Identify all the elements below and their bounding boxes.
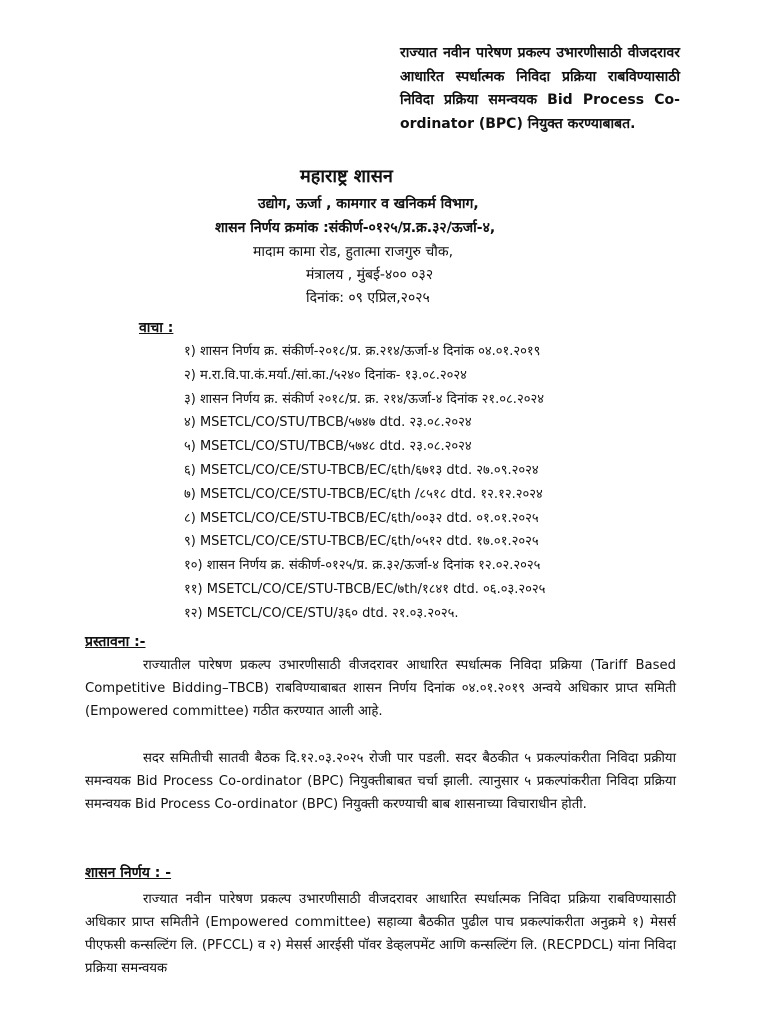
reference-item: ३) शासन निर्णय क्र. संकीर्ण २०१८/प्र. क्र. २१४/ऊर्जा-४ दिनांक २१.०८.२०२४ bbox=[184, 391, 544, 407]
reference-item: ४) MSETCL/CO/STU/TBCB/५७४७ dtd. २३.०८.२०२४ bbox=[184, 415, 472, 431]
gr-number: शासन निर्णय क्रमांक :संकीर्ण-०१२५/प्र.क्र.३२/ऊर्जा-४, bbox=[215, 220, 496, 236]
preamble-paragraph-1: राज्यातील पारेषण प्रकल्प उभारणीसाठी वीजदरावर आधारित स्पर्धात्मक निविदा प्रक्रिया (Tariff Based Competitive Bidding–TBCB) राबविण्याबाबत शासन निर्णय दिनांक ०४.०१.२०१९ अन्वये अधिकार प्राप्त समिती (Empowered committee) गठीत करण्यात आली आहे. bbox=[85, 658, 676, 719]
subject-block: राज्यात नवीन पारेषण प्रकल्प उभारणीसाठी वीजदरावर आधारित स्पर्धात्मक निविदा प्रक्रिया राबविण्यासाठी निविदा प्रक्रिया समन्वयक Bid Process Co-ordinator (BPC) नियुक्त करण्याबाबत. bbox=[400, 45, 680, 132]
preamble-heading: प्रस्तावना :- bbox=[85, 634, 146, 650]
reference-item: १२) MSETCL/CO/CE/STU/३६० dtd. २१.०३.२०२५. bbox=[184, 605, 459, 621]
reference-item: ८) MSETCL/CO/CE/STU-TBCB/EC/६th/००३२ dtd. ०१.०१.२०२५ bbox=[184, 510, 539, 526]
gr-date: दिनांक: ०९ एप्रिल,२०२५ bbox=[306, 290, 430, 306]
reference-item: ११) MSETCL/CO/CE/STU-TBCB/EC/७th/१८४१ dtd. ०६.०३.२०२५ bbox=[184, 581, 546, 597]
department-name: उद्योग, ऊर्जा , कामगार व खनिकर्म विभाग, bbox=[258, 196, 479, 212]
reference-item: ९) MSETCL/CO/CE/STU-TBCB/EC/६th/०५१२ dtd. १७.०१.२०२५ bbox=[184, 534, 539, 550]
decision-paragraph: राज्यात नवीन पारेषण प्रकल्प उभारणीसाठी वीजदरावर आधारित स्पर्धात्मक निविदा प्रक्रिया राबविण्यासाठी अधिकार प्राप्त समितीने (Empowered committee) सहाव्या बैठकीत पुढील पाच प्रकल्पांकरीता अनुक्रमे १) मेसर्स पीएफसी कन्सल्टिंग लि. (PFCCL) व २) मेसर्स आरईसी पॉवर डेव्हलपमेंट आणि कन्सल्टिंग लि. (RECPDCL) यांना निविदा प्रक्रिया समन्वयक bbox=[85, 892, 676, 976]
mantralay-line: मंत्रालय , मुंबई-४०० ०३२ bbox=[306, 267, 434, 283]
reference-item: ७) MSETCL/CO/CE/STU-TBCB/EC/६th /८५१८ dtd. १२.१२.२०२४ bbox=[184, 486, 543, 502]
preamble-paragraph-2: सदर समितीची सातवी बैठक दि.१२.०३.२०२५ रोजी पार पडली. सदर बैठकीत ५ प्रकल्पांकरीता निविदा प्रक्रीया समन्वयक Bid Process Co-ordinator (BPC) नियुक्तीबाबत चर्चा झाली. त्यानुसार ५ प्रकल्पांकरीता निविदा प्रक्रिया समन्वयक Bid Process Co-ordinator (BPC) नियुक्ती करण्याची बाब शासनाच्या विचाराधीन होती. bbox=[85, 751, 676, 812]
reference-item: ५) MSETCL/CO/STU/TBCB/५७४८ dtd. २३.०८.२०२४ bbox=[184, 439, 472, 455]
government-title: महाराष्ट्र शासन bbox=[300, 166, 393, 187]
address-line: मादाम कामा रोड, हुतात्मा राजगुरु चौक, bbox=[253, 244, 454, 260]
read-heading: वाचा : bbox=[139, 320, 174, 336]
reference-list bbox=[184, 340, 545, 626]
reference-item: ६) MSETCL/CO/CE/STU-TBCB/EC/६th/६७१३ dtd. २७.०९.२०२४ bbox=[184, 462, 539, 478]
reference-item: १) शासन निर्णय क्र. संकीर्ण-२०१८/प्र. क्र.२१४/ऊर्जा-४ दिनांक ०४.०१.२०१९ bbox=[184, 344, 541, 359]
reference-item: १०) शासन निर्णय क्र. संकीर्ण-०१२५/प्र. क्र.३२/ऊर्जा-४ दिनांक १२.०२.२०२५ bbox=[184, 558, 541, 574]
decision-heading: शासन निर्णय : - bbox=[85, 865, 172, 881]
reference-item: २) म.रा.वि.पा.कं.मर्या./सां.का./५२४० दिनांक- १३.०८.२०२४ bbox=[184, 367, 467, 383]
